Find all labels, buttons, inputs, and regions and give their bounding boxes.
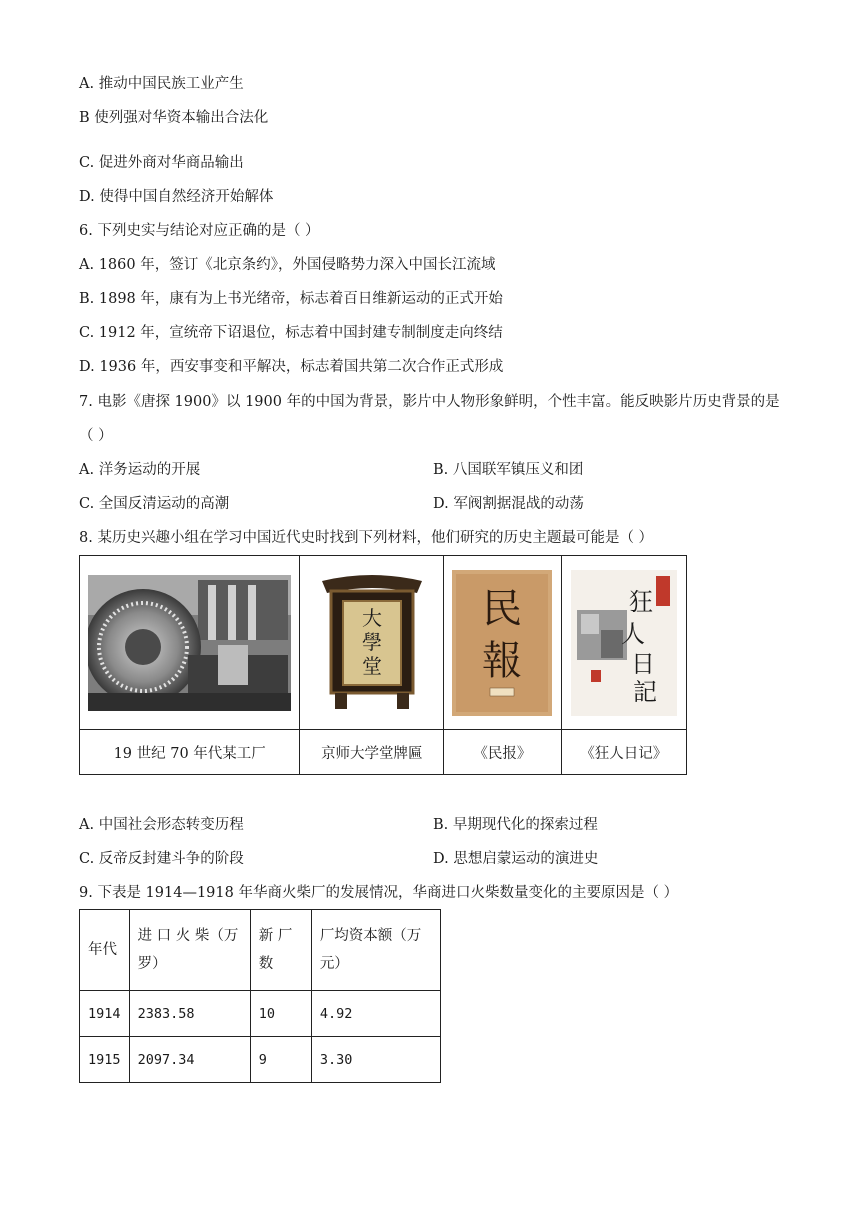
q6-option-c: C. 1912 年，宣统帝下诏退位，标志着中国封建专制制度走向终结 [79, 325, 503, 341]
q8-material-table [79, 555, 687, 775]
q5-option-b: B 使列强对华资本输出合法化 [79, 110, 269, 126]
kuangren-cover [571, 570, 677, 716]
q7-option-d: D. 军阀割据混战的动荡 [433, 496, 584, 512]
q5-option-c: C. 促进外商对华商品输出 [79, 155, 244, 171]
svg-text:人: 人 [620, 619, 645, 648]
header-imports: 进 口 火 柴（万 罗） [129, 910, 250, 991]
q8-option-c: C. 反帝反封建斗争的阶段 [79, 851, 244, 867]
plaque-photo [317, 573, 427, 713]
q8-stem: 8. 某历史兴趣小组在学习中国近代史时找到下列材料，他们研究的历史主题最可能是（ ） [79, 530, 654, 546]
svg-text:堂: 堂 [361, 653, 382, 678]
q7-stem-blank: （ ） [79, 428, 113, 444]
svg-text:記: 記 [632, 677, 657, 706]
q7-option-b: B. 八国联军镇压义和团 [433, 462, 584, 478]
minbao-cover [452, 570, 552, 716]
q7-option-a: A. 洋务运动的开展 [79, 462, 201, 478]
q6-stem: 6. 下列史实与结论对应正确的是（ ） [79, 223, 320, 239]
q6-option-d: D. 1936 年，西安事变和平解决，标志着国共第二次合作正式形成 [79, 359, 504, 375]
minbao-photo-cell [444, 556, 561, 730]
q9-stem: 9. 下表是 1914—1918 年华商火柴厂的发展情况，华商进口火柴数量变化的主要原因是（ ） [79, 885, 679, 901]
q7-stem: 7. 电影《唐探 1900》以 1900 年的中国为背景，影片中人物形象鲜明，个性丰富。能反映影片历史背景的是 [79, 394, 780, 410]
q5-option-a: A. 推动中国民族工业产生 [79, 76, 244, 92]
plaque-photo-cell [300, 556, 444, 730]
header-new-factories: 新 厂 数 [250, 910, 311, 991]
q8-option-b: B. 早期现代化的探索过程 [433, 817, 598, 833]
svg-text:日: 日 [630, 649, 655, 678]
svg-text:學: 學 [361, 629, 382, 654]
factory-photo-cell [80, 556, 300, 730]
svg-text:報: 報 [482, 637, 523, 684]
caption-minbao: 《民报》 [444, 730, 561, 775]
q9-data-table [79, 909, 441, 1083]
svg-text:民: 民 [482, 585, 523, 632]
table-row: 1915 2097.34 9 3.30 [80, 1037, 441, 1083]
q6-option-a: A. 1860 年，签订《北京条约》，外国侵略势力深入中国长江流域 [79, 257, 496, 273]
q8-option-d: D. 思想启蒙运动的演进史 [433, 851, 599, 867]
table-row: 1914 2383.58 10 4.92 [80, 991, 441, 1037]
q6-option-b: B. 1898 年，康有为上书光绪帝，标志着百日维新运动的正式开始 [79, 291, 503, 307]
header-year: 年代 [80, 910, 130, 991]
q7-option-c: C. 全国反清运动的高潮 [79, 496, 230, 512]
kuangren-photo-cell [561, 556, 686, 730]
plaque-text: 大 [361, 605, 382, 630]
q5-option-d: D. 使得中国自然经济开始解体 [79, 189, 274, 205]
caption-plaque: 京师大学堂牌匾 [300, 730, 444, 775]
svg-text:狂: 狂 [628, 587, 653, 616]
q8-option-a: A. 中国社会形态转变历程 [79, 817, 244, 833]
caption-kuangren: 《狂人日记》 [561, 730, 686, 775]
factory-photo [88, 575, 291, 711]
caption-factory: 19 世纪 70 年代某工厂 [80, 730, 300, 775]
header-avg-capital: 厂均资本额（万 元） [311, 910, 440, 991]
